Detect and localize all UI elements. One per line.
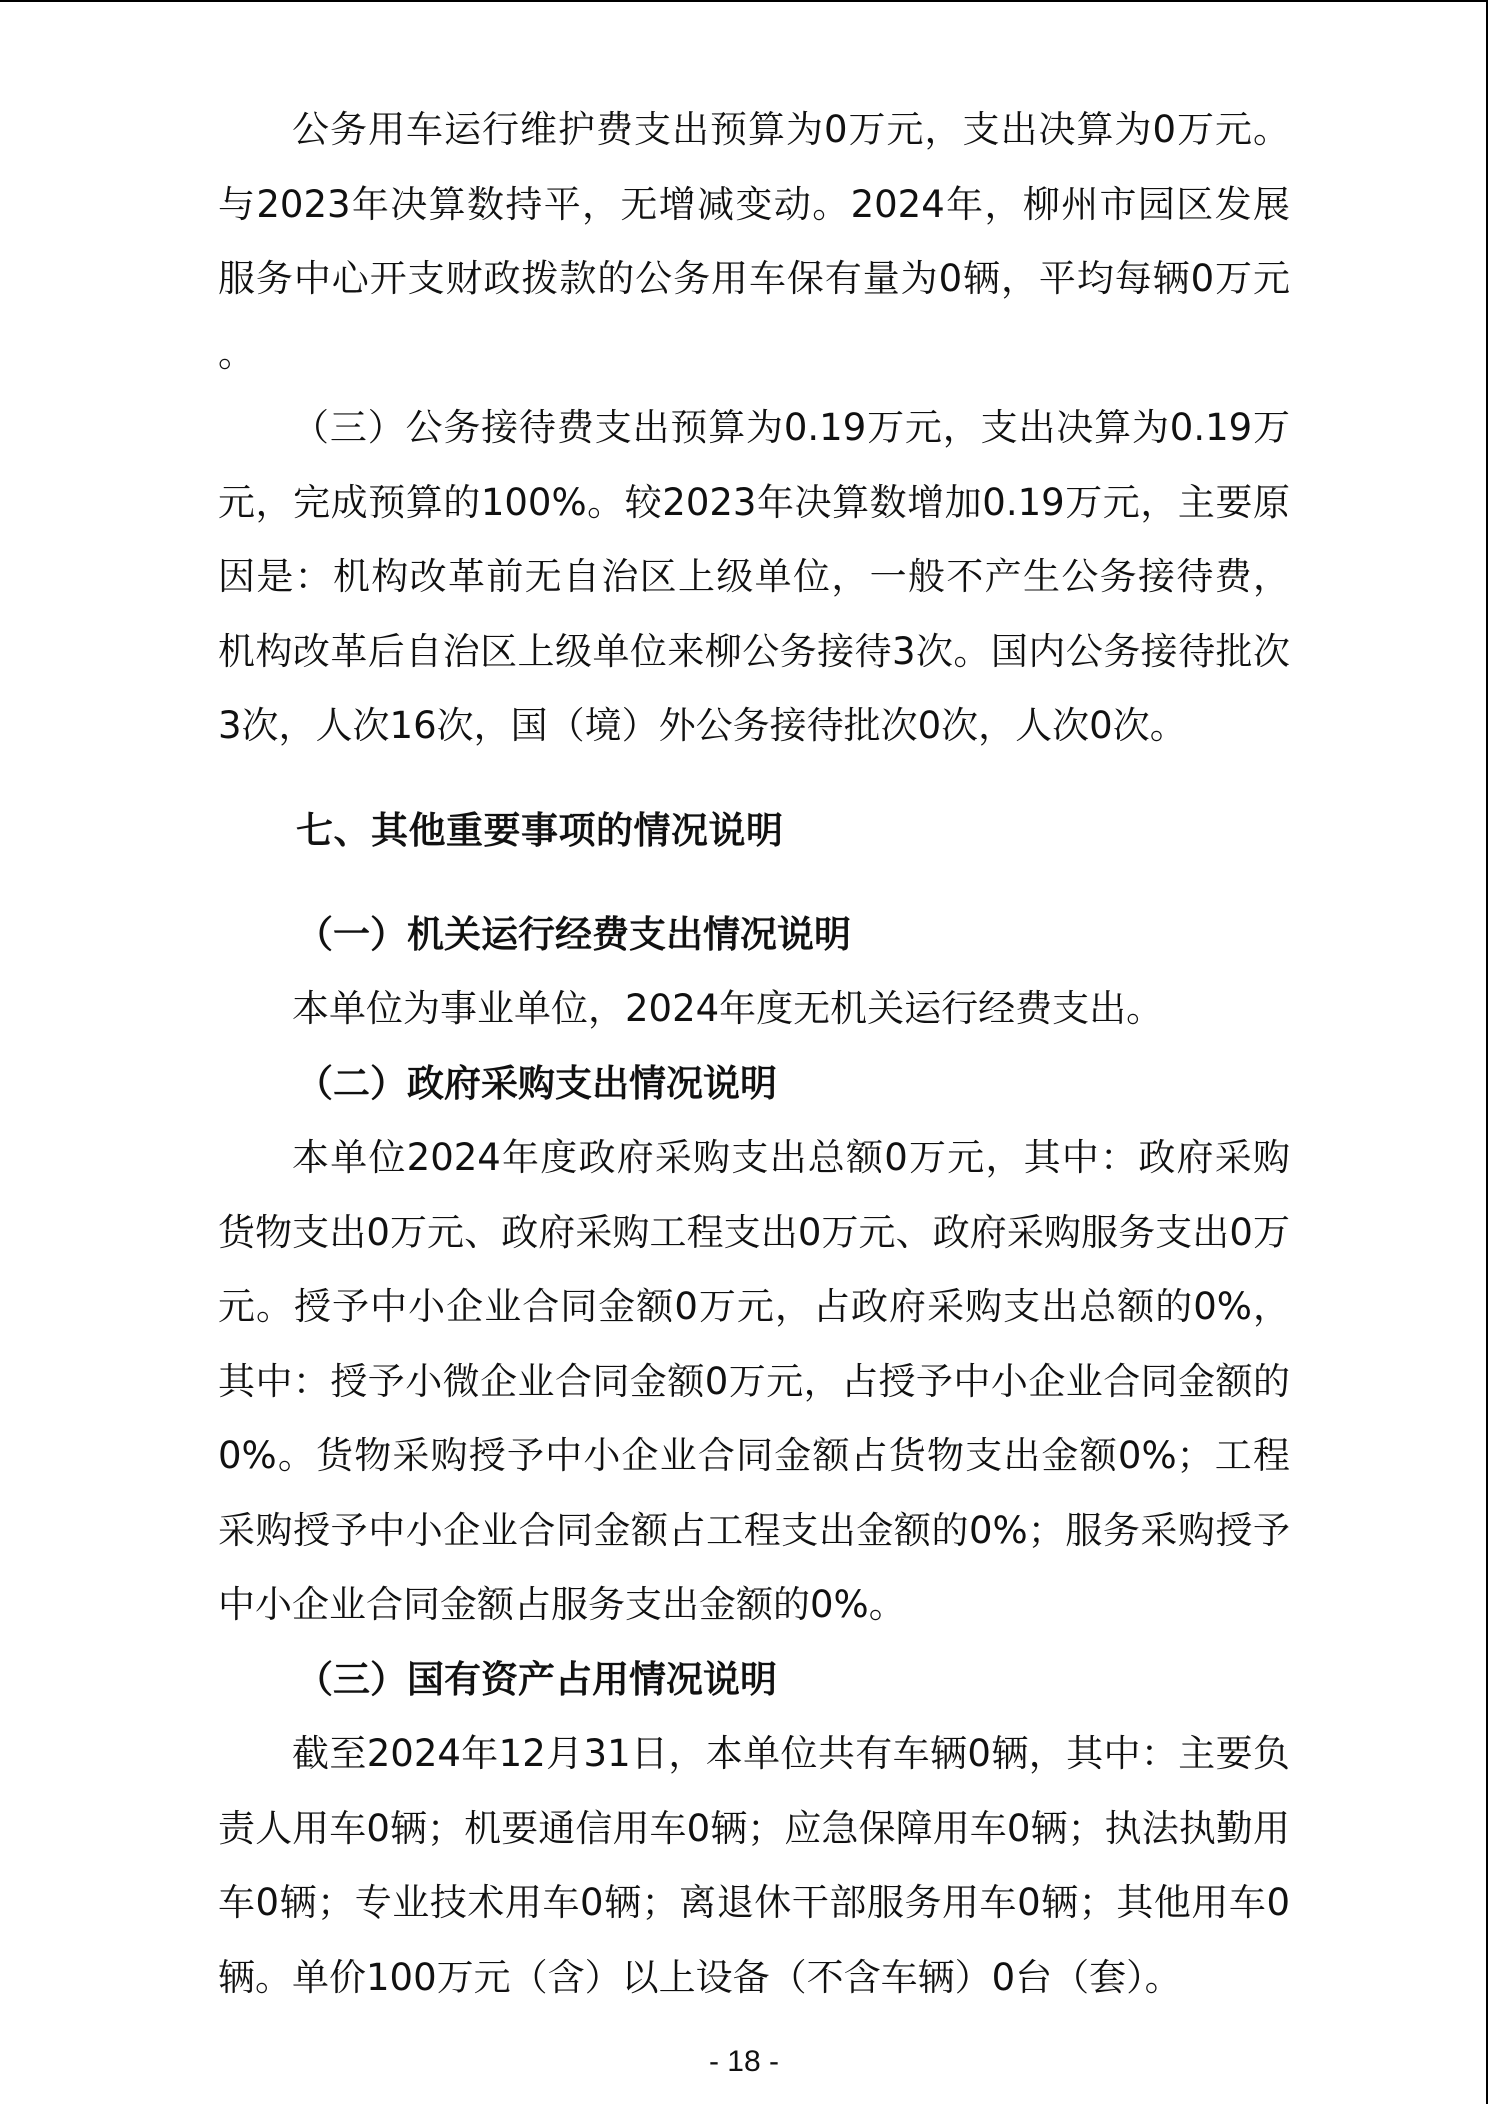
sub-heading-government-procurement: （二）政府采购支出情况说明 [296, 1061, 777, 1105]
sub-heading-operating-expenses: （一）机关运行经费支出情况说明 [296, 912, 851, 956]
paragraph-vehicle-maintenance: 公务用车运行维护费支出预算为0万元，支出决算为0万元。与2023年决算数持平，无增减变动。2024年，柳州市园区发展服务中心开支财政拨款的公务用车保有量为0辆，平均每辆0万元。 [218, 108, 1290, 375]
document-page [218, 93, 1290, 2015]
paragraph-official-reception: （三）公务接待费支出预算为0.19万元，支出决算为0.19万元，完成预算的100%。较2023年决算数增加0.19万元，主要原因是：机构改革前无自治区上级单位，一般不产生公务接待费，机构改革后自治区上级单位来柳公务接待3次。国内公务接待批次3次，人次16次，国（境）外公务接待批次0次，人次0次。 [218, 406, 1290, 747]
sub-heading-state-assets: （三）国有资产占用情况说明 [296, 1657, 777, 1701]
page-number: - 18 - [708, 2045, 780, 2078]
paragraph-state-assets: 截至2024年12月31日，本单位共有车辆0辆，其中：主要负责人用车0辆；机要通信用车0辆；应急保障用车0辆；执法执勤用车0辆；专业技术用车0辆；离退休干部服务用车0辆；其他用车0辆。单价100万元（含）以上设备（不含车辆）0台（套）。 [218, 1732, 1290, 1999]
page-border-top [0, 0, 1488, 2]
paragraph-operating-expenses: 本单位为事业单位，2024年度无机关运行经费支出。 [292, 987, 1164, 1030]
paragraph-government-procurement: 本单位2024年度政府采购支出总额0万元，其中：政府采购货物支出0万元、政府采购工程支出0万元、政府采购服务支出0万元。授予中小企业合同金额0万元，占政府采购支出总额的0%，其中：授予小微企业合同金额0万元，占授予中小企业合同金额的0%。货物采购授予中小企业合同金额占货物支出金额0%；工程采购授予中小企业合同金额占工程支出金额的0%；服务采购授予中小企业合同金额占服务支出金额的0%。 [218, 1136, 1290, 1626]
section-heading-other-matters: 七、其他重要事项的情况说明 [296, 808, 784, 852]
